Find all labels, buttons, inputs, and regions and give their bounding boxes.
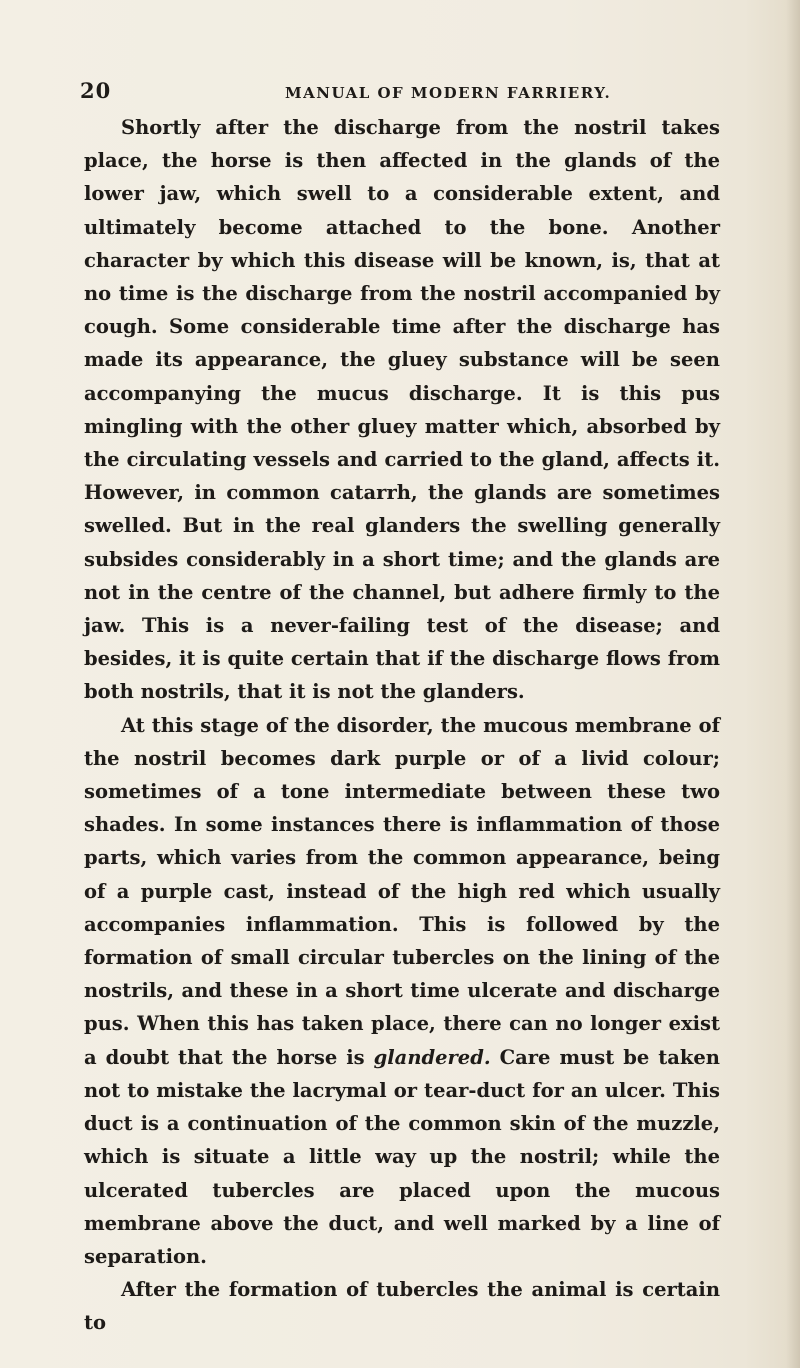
paragraph-2-text-end: Care must be taken not to mistake the lacrymal or tear-duct for an ulcer. This duct is a continuation of the common skin of the muzzle, which is situate a little way up the nostril; while the ulcerated tubercles are placed upon the mucous membrane above the duct, and well marked by a line of separation. bbox=[84, 1045, 720, 1268]
paragraph-2 bbox=[84, 709, 720, 1273]
paragraph-1-text: Shortly after the discharge from the nostril takes place, the horse is then affected in the glands of the lower jaw, which swell to a considerable extent, and ultimately become attached to the bone. Another character by which this disease will be known, is, that at no time is the discharge from the nostril accompanied by cough. Some considerable time after the discharge has made its appearance, the gluey substance will be seen accompanying the mucus discharge. It is this pus mingling with the other gluey matter which, absorbed by the circulating vessels and carried to the gland, affects it. However, in common catarrh, the glands are sometimes swelled. But in the real glanders the swelling generally subsides considerably in a short time; and the glands are not in the centre of the channel, but adhere firmly to the jaw. This is a never-failing test of the disease; and besides, it is quite certain that if the discharge flows from both nostrils, that it is not the glanders. bbox=[84, 116, 720, 704]
paragraph-1 bbox=[84, 111, 720, 709]
page-number: 20 bbox=[80, 78, 112, 103]
page-edge-shadow bbox=[786, 0, 800, 1368]
paragraph-2-emphasis: glandered. bbox=[373, 1045, 491, 1069]
body-text bbox=[84, 111, 720, 1340]
paragraph-3 bbox=[84, 1273, 720, 1339]
running-head: MANUAL OF MODERN FARRIERY. bbox=[285, 84, 612, 102]
page-header bbox=[80, 78, 720, 110]
paragraph-3-text: After the formation of tubercles the animal is certain to bbox=[84, 1278, 720, 1335]
paragraph-2-text-start: At this stage of the disorder, the mucous membrane of the nostril becomes dark purple or of a livid colour; sometimes of a tone intermediate between these two shades. In some instances there is inflammation of those parts, which varies from the common appearance, being of a purple cast, instead of the high red which usually accompanies inflammation. This is followed by the formation of small circular tubercles on the lining of the nostrils, and these in a short time ulcerate and discharge pus. When this has taken place, there can no longer exist a doubt that the horse is bbox=[84, 713, 720, 1069]
